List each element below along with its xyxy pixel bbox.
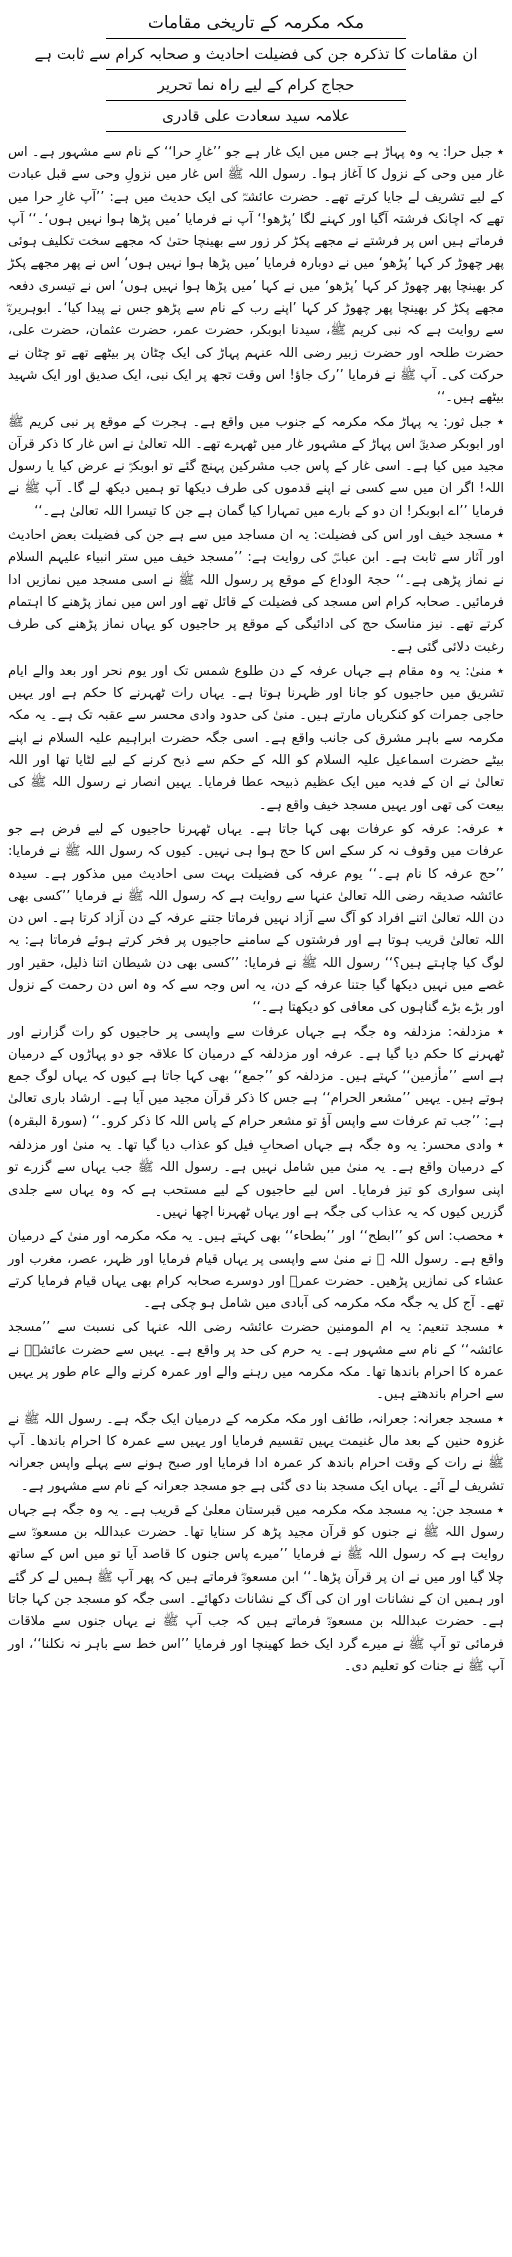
paragraph-jabal-thawr: ٭ جبل ثور: یہ پہاڑ مکہ مکرمہ کے جنوب میں واقع ہے۔ ہجرت کے موقع پر نبی کریم ﷺ اور ابوبکر صدیقؓ اس پہاڑ کے مشہور غار میں ٹھہرے تھے۔ اللہ تعالیٰ نے اس غار کا ذکر قرآن مجید میں کیا ہے۔ اسی غار کے پاس جب مشرکین پہنچ گئے تو ابوبکرؓ نے عرض کیا یا رسول اللہ! اگر ان میں سے کسی نے اپنے قدموں کی طرف دیکھا تو ہمیں دیکھ لے گا۔ آپ ﷺ نے فرمایا ’’اے ابوبکر! ان دو کے بارے میں تمہارا کیا گمان ہے جن کا تیسرا اللہ تعالیٰ ہے۔‘‘ bbox=[8, 414, 504, 519]
article-body bbox=[8, 142, 504, 1678]
header-divider bbox=[106, 131, 406, 132]
article-header bbox=[8, 8, 504, 132]
paragraph-muzdalifah: ٭ مزدلفہ: مزدلفہ وہ جگہ ہے جہاں عرفات سے واپسی پر حاجیوں کو رات گزارنے اور ٹھہرنے کا حکم دیا گیا ہے۔ عرفہ اور مزدلفہ کے درمیان کا علاقہ جو دو پہاڑوں کے درمیان ہے اسے ’’مأزمین‘‘ کہتے ہیں۔ مزدلفہ کو ’’جمع‘‘ بھی کہا جاتا ہے کیوں کہ یہاں لوگ جمع ہوتے ہیں۔ یہیں ’’مشعر الحرام‘‘ ہے جس کا ذکر قرآن مجید میں آیا ہے۔ ارشاد باری تعالیٰ ہے: ’’جب تم عرفات سے واپس آؤ تو مشعر حرام کے پاس اللہ کا ذکر کرو۔‘‘ (سورۃ البقرہ) bbox=[8, 1024, 504, 1129]
article-subtitle: ان مقامات کا تذکرہ جن کی فضیلت احادیث و صحابہ کرام سے ثابت ہے bbox=[34, 45, 478, 63]
paragraph-masjid-tanim: ٭ مسجد تنعیم: یہ ام المومنین حضرت عائشہ رضی اللہ عنہا کی نسبت سے ’’مسجد عائشہ‘‘ کے نام سے مشہور ہے۔ یہ حرم کی حد پر واقع ہے۔ یہیں سے حضرت عائشہؓ نے عمرہ کا احرام باندھا تھا۔ مکہ مکرمہ میں رہنے والے اور عمرہ کرنے والے عام طور پر یہیں سے احرام باندھتے ہیں۔ bbox=[8, 1320, 504, 1403]
paragraph-arafah: ٭ عرفہ: عرفہ کو عرفات بھی کہا جاتا ہے۔ یہاں ٹھہرنا حاجیوں کے لیے فرض ہے جو عرفات میں وقوف نہ کر سکے اس کا حج ہوا ہی نہیں۔ کیوں کہ رسول اللہ ﷺ نے فرمایا: ’’حج عرفہ کا نام ہے۔‘‘ یوم عرفہ کی فضیلت بہت سی احادیث میں مذکور ہے۔ سیدہ عائشہ صدیقہ رضی اللہ تعالیٰ عنہا سے روایت ہے کہ رسول اللہ ﷺ نے فرمایا ’’کسی بھی دن اللہ تعالیٰ اتنے افراد کو آگ سے آزاد نہیں فرماتا جتنے عرفہ کے دن آزاد کرتا ہے۔ اس دن اللہ تعالیٰ قریب ہوتا ہے اور فرشتوں کے سامنے حاجیوں پر فخر کرتے ہوئے فرماتا ہے: یہ لوگ کیا چاہتے ہیں؟‘‘ رسول اللہ ﷺ نے فرمایا: ’’کسی بھی دن شیطان اتنا ذلیل، حقیر اور غصے میں نہیں دیکھا گیا جتنا عرفہ کے دن، یہ اس وجہ سے کہ وہ اس دن رحمت کے نزول اور بڑے بڑے گناہوں کی معافی کو دیکھتا ہے۔‘‘ bbox=[8, 821, 504, 1016]
article-author: علامہ سید سعادت علی قادری bbox=[162, 107, 350, 125]
paragraph-masjid-jirana: ٭ مسجد جعرانہ: جعرانہ، طائف اور مکہ مکرمہ کے درمیان ایک جگہ ہے۔ رسول اللہ ﷺ نے غزوہ حنین کے بعد مال غنیمت یہیں تقسیم فرمایا اور یہیں سے عمرہ کا احرام باندھا۔ آپ ﷺ نے رات کے وقت احرام باندھ کر عمرہ ادا فرمایا اور صبح ہونے سے پہلے واپس جعرانہ تشریف لے آئے۔ یہاں ایک مسجد بنا دی گئی ہے جو مسجد جعرانہ کے نام سے مشہور ہے۔ bbox=[8, 1411, 504, 1494]
paragraph-masjid-khayf: ٭ مسجد خیف اور اس کی فضیلت: یہ ان مساجد میں سے ہے جن کی فضیلت بعض احادیث اور آثار سے ثابت ہے۔ ابن عباسؓ کی روایت ہے: ’’مسجد خیف میں ستر انبیاء علیہم السلام نے نماز پڑھی ہے۔‘‘ حجۃ الوداع کے موقع پر رسول اللہ ﷺ نے اسی مسجد میں نمازیں ادا فرمائیں۔ صحابہ کرام اس مسجد کی فضیلت کے قائل تھے اور اس میں نماز پڑھنے کا اہتمام کرتے تھے۔ نیز مناسک حج کی ادائیگی کے موقع پر حاجیوں کو یہاں نماز پڑھنے کی طرف رغبت دلائی گئی ہے۔ bbox=[8, 528, 504, 655]
article-title: مکہ مکرمہ کے تاریخی مقامات bbox=[147, 13, 365, 33]
article-audience: حجاج کرام کے لیے راہ نما تحریر bbox=[157, 76, 355, 94]
paragraph-jabal-hira: ٭ جبل حرا: یہ وہ پہاڑ ہے جس میں ایک غار ہے جو ’’غارِ حرا‘‘ کے نام سے مشہور ہے۔ اس غار میں وحی کے نزول کا آغاز ہوا۔ رسول اللہ ﷺ اس غار میں نزولِ وحی سے قبل عبادت کے لیے تشریف لے جایا کرتے تھے۔ حضرت عائشہؓ کی ایک حدیث میں ہے: ’’آپ غارِ حرا میں تھے کہ اچانک فرشتہ آگیا اور کہنے لگا ’پڑھو!‘ آپ نے فرمایا ’میں پڑھا ہوا نہیں ہوں‘۔‘‘ آپ فرماتے ہیں اس پر فرشتے نے مجھے پکڑ کر زور سے بھینچا حتیٰ کہ مجھے سخت تکلیف ہوئی پھر چھوڑ کر کہا ’پڑھو‘ میں نے دوبارہ فرمایا ’میں پڑھا ہوا نہیں ہوں‘ اس نے پھر مجھے پکڑ کر بھینچا پھر چھوڑ کر کہا ’پڑھو‘ میں نے کہا ’میں پڑھا ہوا نہیں ہوں‘ اس نے تیسری دفعہ مجھے پکڑ کر بھینچا پھر چھوڑ کر کہا ’اپنے رب کے نام سے پڑھو جس نے پیدا کیا‘۔ ابوہریرہؓ سے روایت ہے کہ نبی کریم ﷺ، سیدنا ابوبکر، حضرت عمر، حضرت عثمان، حضرت علی، حضرت طلحہ اور حضرت زبیر رضی اللہ عنہم پہاڑ کی ایک چٹان پر بیٹھے تھے تو چٹان نے حرکت کی۔ آپ ﷺ نے فرمایا ’’رک جاؤ! اس وقت تجھ پر ایک نبی، ایک صدیق اور ایک شہید بیٹھے ہیں۔‘‘ bbox=[8, 145, 504, 406]
paragraph-mina: ٭ منیٰ: یہ وہ مقام ہے جہاں عرفہ کے دن طلوع شمس تک اور یوم نحر اور بعد والے ایام تشریق میں حاجیوں کو جانا اور ظہرنا ہوتا ہے۔ یہاں رات ٹھہرنے کا حکم ہے اور یہیں حاجی جمرات کو کنکریاں مارتے ہیں۔ منیٰ کی حدود وادی محسر سے عقبہ تک ہے۔ یہ مکہ مکرمہ سے باہر مشرق کی جانب واقع ہے۔ اسی جگہ حضرت ابراہیم علیہ السلام نے اپنے بیٹے حضرت اسماعیل علیہ السلام کو اللہ کے حکم سے ذبح کرنے کے لیے لٹایا تھا اور اللہ تعالیٰ نے ان کے فدیہ میں ایک عظیم ذبیحہ عطا فرمایا۔ یہیں انصار نے رسول اللہ ﷺ کی بیعت کی تھی اور یہیں مسجد خیف واقع ہے۔ bbox=[8, 663, 504, 813]
paragraph-wadi-muhassir: ٭ وادی محسر: یہ وہ جگہ ہے جہاں اصحابِ فیل کو عذاب دیا گیا تھا۔ یہ منیٰ اور مزدلفہ کے درمیان واقع ہے۔ یہ منیٰ میں شامل نہیں ہے۔ رسول اللہ ﷺ جب یہاں سے گزرے تو اپنی سواری کو تیز فرمایا۔ اس لیے حاجیوں کے لیے مستحب ہے کہ وہ یہاں سے جلدی گزریں کیوں کہ یہ عذاب کی جگہ ہے اور یہاں ٹھہرنا اچھا نہیں۔ bbox=[8, 1138, 504, 1220]
paragraph-muhassab: ٭ محصب: اس کو ’’ابطح‘‘ اور ’’بطحاء‘‘ بھی کہتے ہیں۔ یہ مکہ مکرمہ اور منیٰ کے درمیان واقع ہے۔ رسول اللہ ﷺ نے منیٰ سے واپسی پر یہاں قیام فرمایا اور ظہر، عصر، مغرب اور عشاء کی نمازیں پڑھیں۔ حضرت عمرؓ اور دوسرے صحابہ کرام بھی یہاں قیام فرمایا کرتے تھے۔ آج کل یہ جگہ مکہ مکرمہ کی آبادی میں شامل ہو چکی ہے۔ bbox=[8, 1229, 504, 1312]
paragraph-masjid-jinn: ٭ مسجد جن: یہ مسجد مکہ مکرمہ میں قبرستان معلیٰ کے قریب ہے۔ یہ وہ جگہ ہے جہاں رسول اللہ ﷺ نے جنوں کو قرآن مجید پڑھ کر سنایا تھا۔ حضرت عبداللہ بن مسعودؓ سے روایت ہے کہ رسول اللہ ﷺ نے فرمایا ’’میرے پاس جنوں کا قاصد آیا تو میں اس کے ساتھ چلا گیا اور میں نے ان پر قرآن پڑھا۔‘‘ ابن مسعودؓ فرماتے ہیں کہ پھر آپ ﷺ ہمیں لے کر گئے اور ہمیں ان کے نشانات اور ان کی آگ کے نشانات دکھائے۔ اسی جگہ کو مسجد جن کہا جاتا ہے۔ حضرت عبداللہ بن مسعودؓ فرماتے ہیں کہ جب آپ ﷺ نے یہاں جنوں سے ملاقات فرمائی تو آپ ﷺ نے میرے گرد ایک خط کھینچا اور فرمایا ’’اس خط سے باہر نہ نکلنا‘‘، اور آپ ﷺ نے جنات کو تعلیم دی۔ bbox=[8, 1502, 504, 1674]
